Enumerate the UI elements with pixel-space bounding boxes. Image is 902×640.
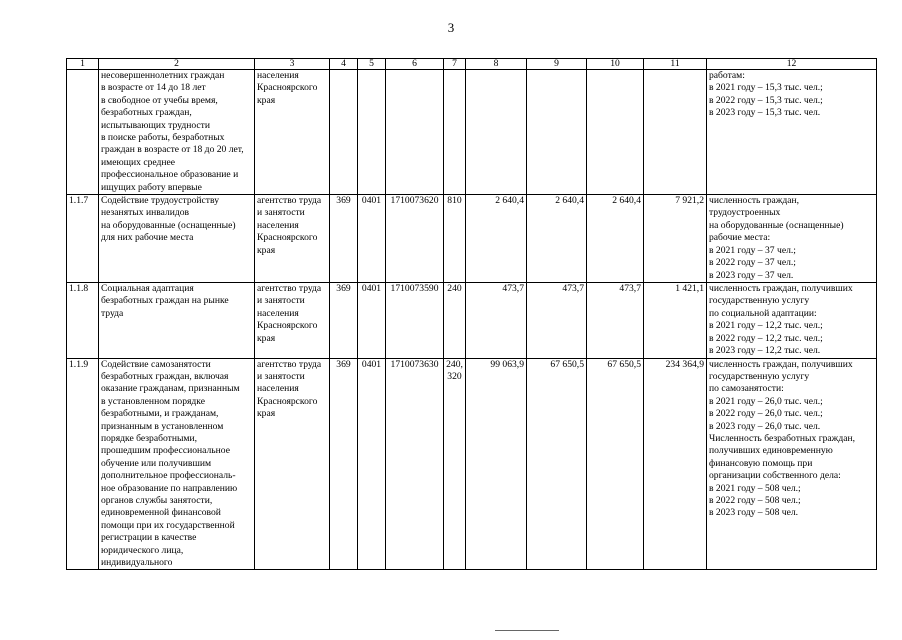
col-header-7: 7 (444, 59, 466, 70)
cell-col-7 (444, 70, 466, 195)
col-header-3: 3 (255, 59, 330, 70)
table-row (67, 283, 877, 358)
col-header-2: 2 (99, 59, 255, 70)
cell-col-5: 0401 (358, 195, 386, 283)
cell-col-9: 473,7 (527, 283, 587, 358)
col-header-5: 5 (358, 59, 386, 70)
responsible-agency: населения Красноярского края (255, 70, 330, 195)
responsible-agency: агентство труда и занятости населения Красноярского края (255, 358, 330, 570)
measure-name: Содействие трудоустройству незанятых инвалидов на оборудованные (оснащенные) для них рабочие места (99, 195, 255, 283)
cell-col-4: 369 (330, 283, 358, 358)
cell-col-7: 810 (444, 195, 466, 283)
col-header-8: 8 (466, 59, 527, 70)
measure-name: Социальная адаптация безработных граждан на рынке труда (99, 283, 255, 358)
cell-col-8: 99 063,9 (466, 358, 527, 570)
cell-col-7: 240 (444, 283, 466, 358)
cell-col-8: 473,7 (466, 283, 527, 358)
cell-col-10 (587, 70, 644, 195)
expected-result: численность граждан, трудоустроенных на оборудованные (оснащенные) рабочие места: в 2021 году – 37 чел.; в 2022 году – 37 чел.; в 2023 году – 37 чел. (707, 195, 877, 283)
header-row (67, 59, 877, 70)
cell-col-8 (466, 70, 527, 195)
table-row (67, 70, 877, 195)
cell-col-11 (644, 70, 707, 195)
table-row (67, 358, 877, 570)
cell-col-4: 369 (330, 195, 358, 283)
row-number: 1.1.8 (67, 283, 99, 358)
cell-col-10: 473,7 (587, 283, 644, 358)
cell-col-9 (527, 70, 587, 195)
cell-col-11: 7 921,2 (644, 195, 707, 283)
responsible-agency: агентство труда и занятости населения Красноярского края (255, 283, 330, 358)
measure-name: несовершеннолетних граждан в возрасте от 14 до 18 лет в свободное от учебы время, безработных граждан, испытывающих трудности в поиске работы, безработных граждан в возрасте от 18 до 20 лет, имеющих среднее профессиональное образование и ищущих работу впервые (99, 70, 255, 195)
cell-col-8: 2 640,4 (466, 195, 527, 283)
col-header-1: 1 (67, 59, 99, 70)
cell-col-4: 369 (330, 358, 358, 570)
cell-col-10: 2 640,4 (587, 195, 644, 283)
cell-col-6 (386, 70, 444, 195)
cell-col-11: 234 364,9 (644, 358, 707, 570)
col-header-12: 12 (707, 59, 877, 70)
cell-col-6: 1710073590 (386, 283, 444, 358)
cell-col-5: 0401 (358, 358, 386, 570)
cell-col-6: 1710073630 (386, 358, 444, 570)
measure-name: Содействие самозанятости безработных граждан, включая оказание гражданам, признанным в установленном порядке безработными, и гражданам, признанным в установленном порядке безработными, прошедшим профессиональное обучение или получившим дополнительное профессиональ- ное образование по направлению органов службы занятости, единовременной финансовой помощи при их государственной регистрации в качестве юридического лица, индивидуального (99, 358, 255, 570)
cell-col-7: 240, 320 (444, 358, 466, 570)
cell-col-4 (330, 70, 358, 195)
expected-result: численность граждан, получивших государственную услугу по самозанятости: в 2021 году – 26,0 тыс. чел.; в 2022 году – 26,0 тыс. чел.; в 2023 году – 26,0 тыс. чел. Численность безработных граждан, получивших единовременную финансовую помощь при организации собственного дела: в 2021 году – 508 чел.; в 2022 году – 508 чел.; в 2023 году – 508 чел. (707, 358, 877, 570)
row-number (67, 70, 99, 195)
cell-col-5 (358, 70, 386, 195)
responsible-agency: агентство труда и занятости населения Красноярского края (255, 195, 330, 283)
page-number: 3 (447, 20, 455, 35)
col-header-11: 11 (644, 59, 707, 70)
expected-result: работам: в 2021 году – 15,3 тыс. чел.; в 2022 году – 15,3 тыс. чел.; в 2023 году – 15,3 тыс. чел. (707, 70, 877, 195)
row-number: 1.1.7 (67, 195, 99, 283)
cell-col-11: 1 421,1 (644, 283, 707, 358)
cell-col-6: 1710073620 (386, 195, 444, 283)
footer-rule (495, 630, 559, 631)
col-header-4: 4 (330, 59, 358, 70)
cell-col-9: 2 640,4 (527, 195, 587, 283)
cell-col-5: 0401 (358, 283, 386, 358)
cell-col-10: 67 650,5 (587, 358, 644, 570)
col-header-9: 9 (527, 59, 587, 70)
program-table (66, 58, 877, 570)
col-header-10: 10 (587, 59, 644, 70)
col-header-6: 6 (386, 59, 444, 70)
row-number: 1.1.9 (67, 358, 99, 570)
table-row (67, 195, 877, 283)
expected-result: численность граждан, получивших государственную услугу по социальной адаптации: в 2021 году – 12,2 тыс. чел.; в 2022 году – 12,2 тыс. чел.; в 2023 году – 12,2 тыс. чел. (707, 283, 877, 358)
cell-col-9: 67 650,5 (527, 358, 587, 570)
